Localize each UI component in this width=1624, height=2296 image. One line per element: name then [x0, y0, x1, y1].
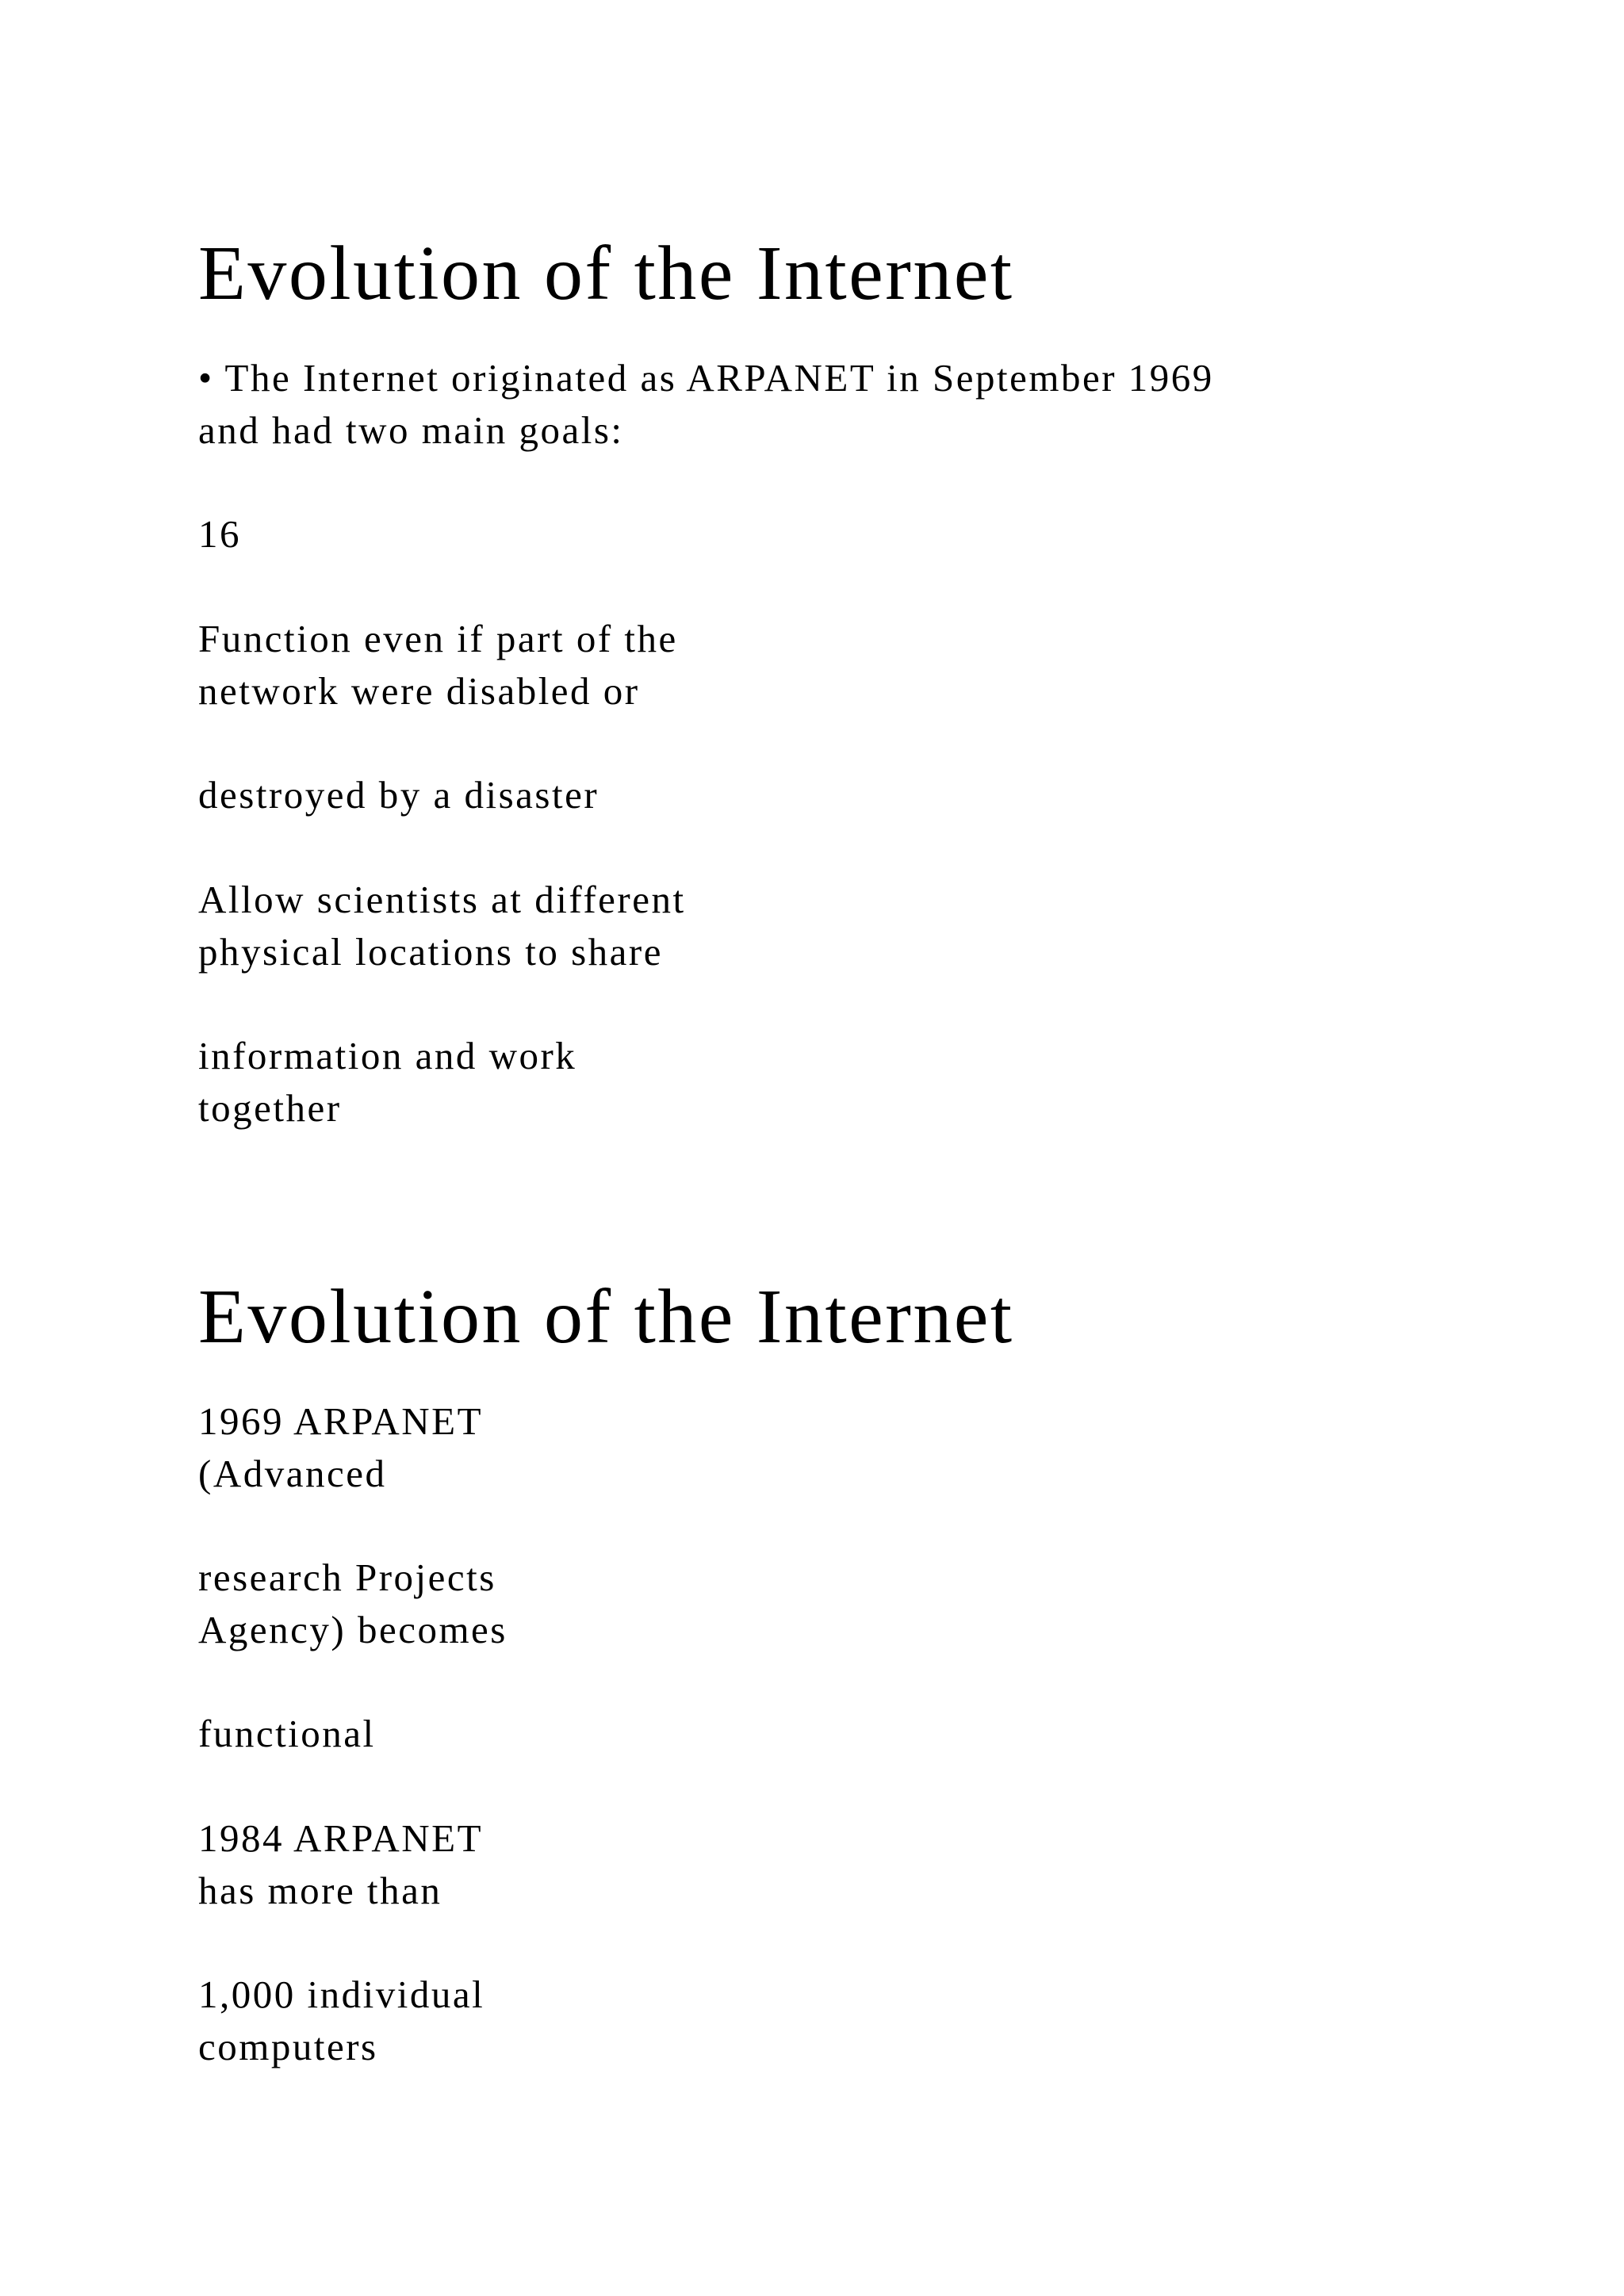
event1-line-2: (Advanced [198, 1452, 387, 1495]
goal2-line-2: physical locations to share [198, 930, 663, 974]
event1-line-4: Agency) becomes [198, 1608, 508, 1651]
section-heading-1: Evolution of the Internet [198, 231, 1014, 316]
goal2-line-3: information and work [198, 1034, 577, 1077]
goal1-line-2: network were disabled or [198, 669, 640, 713]
event2-line-4: computers [198, 2025, 378, 2068]
goal2-line-1: Allow scientists at different [198, 878, 686, 921]
event2-line-3: 1,000 individual [198, 1973, 485, 2016]
event1-line-3: research Projects [198, 1556, 496, 1599]
page-number: 16 [198, 512, 241, 556]
bullet-text-line-2: and had two main goals: [198, 408, 624, 452]
section-heading-2: Evolution of the Internet [198, 1274, 1014, 1360]
goal1-line-1: Function even if part of the [198, 617, 678, 660]
event2-line-1: 1984 ARPANET [198, 1816, 484, 1860]
bullet-text-line-1: • The Internet originated as ARPANET in September 1969 [198, 356, 1214, 400]
goal2-line-4: together [198, 1086, 342, 1130]
event1-line-5: functional [198, 1712, 376, 1755]
goal1-line-3: destroyed by a disaster [198, 773, 599, 817]
event1-line-1: 1969 ARPANET [198, 1399, 484, 1443]
event2-line-2: has more than [198, 1869, 442, 1912]
